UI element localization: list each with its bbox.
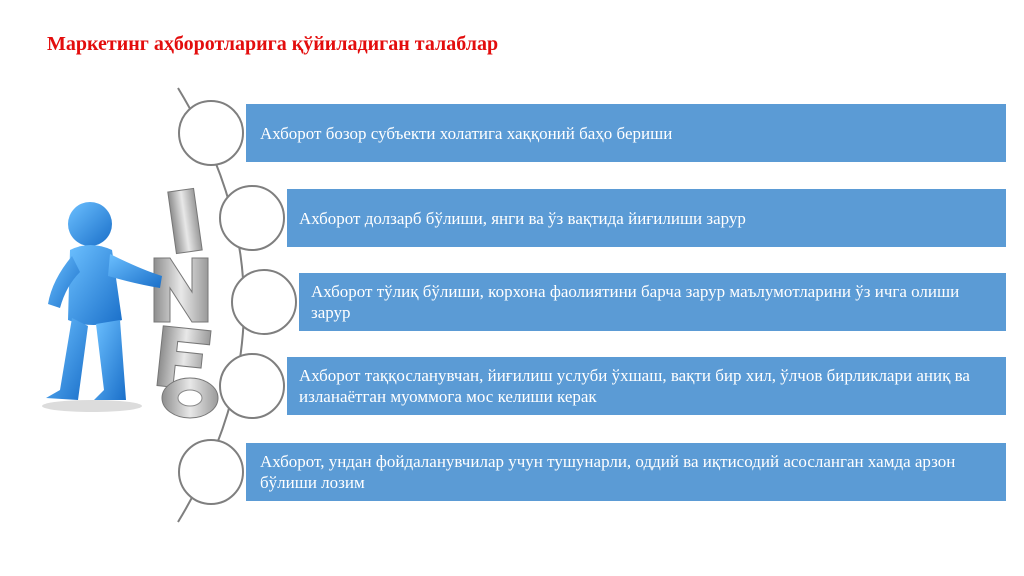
requirement-text: Ахборот, ундан фойдаланувчилар учун тушунарли, оддий ва иқтисодий асосланган хамда арзон бўлиши лозим [260,452,956,492]
requirement-text: Ахборот бозор субъекти холатига хаққоний баҳо бериши [260,123,673,143]
requirement-text: Ахборот тўлиқ бўлиши, корхона фаолиятини барча зарур маълумотларини ўз ичга олиши зарур [311,282,960,322]
bullet-circle-4 [219,353,285,419]
person-figure [42,202,162,412]
bullet-circle-3 [231,269,297,335]
bullet-circle-5 [178,439,244,505]
bullet-circle-2 [219,185,285,251]
requirement-bar-1 [246,104,1006,162]
bullet-circle-1 [178,100,244,166]
requirement-bar-5 [246,443,1006,501]
requirement-bar-3 [299,273,1006,331]
requirement-text: Ахборот таққосланувчан, йиғилиш услуби ўхшаш, вақти бир хил, ўлчов бирликлари аниқ ва изланаётган муоммога мос келиши керак [299,366,970,406]
slide-title: Маркетинг аҳборотларига қўйиладиган талаблар [47,33,499,55]
requirement-bar-4 [287,357,1006,415]
requirement-text: Ахборот долзарб бўлиши, янги ва ўз вақтида йиғилиши зарур [299,208,746,228]
requirement-bar-2 [287,189,1006,247]
